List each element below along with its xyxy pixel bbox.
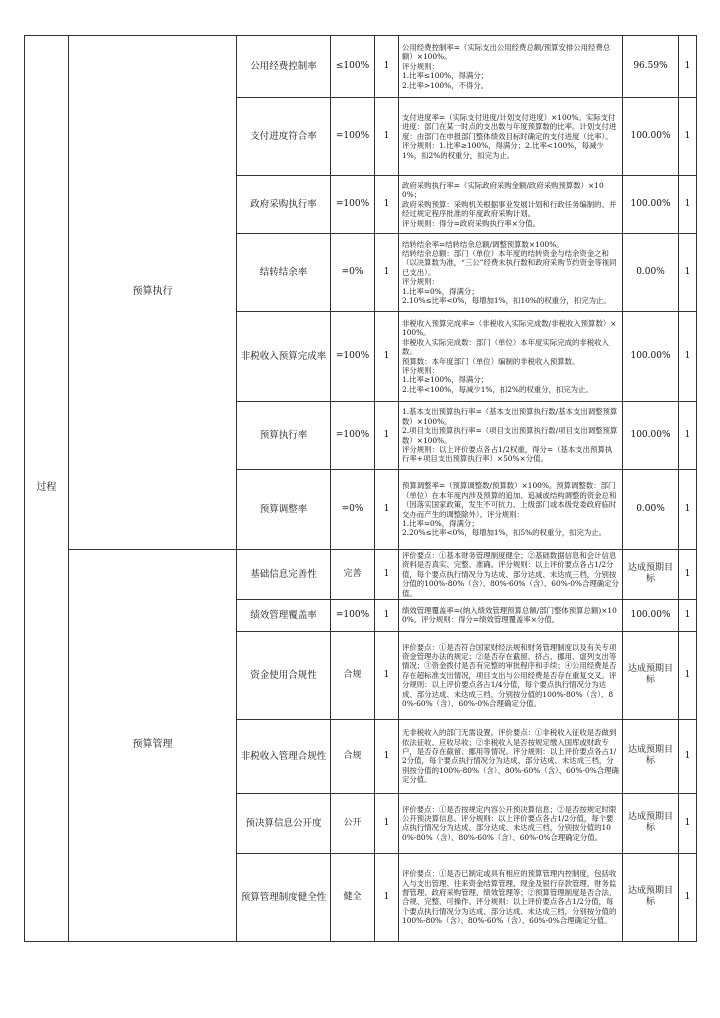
indicator-standard: =100% (331, 402, 375, 470)
indicator-name: 非税收入管理合规性 (237, 719, 331, 793)
criteria-line: 结转结余率=结转结余总额/调整预算数×100%。 (402, 239, 564, 249)
indicator-standard: 健全 (331, 853, 375, 941)
criteria-line: 2.项目支出预算执行率=（项目支出预算执行数/项目支出调整预算数）×100%。 (402, 426, 618, 445)
indicator-standard: =100% (331, 312, 375, 402)
criteria-line: 评价要点：①是否已制定或具有相应的预算管理内控制度，包括收入与支出管理、往来资金结算管理、现金及银行存款管理、财务监督管理、政府采购管理、绩效管理等；②预算管理制度是否合法、合规、完整、可操作。评分规则：以上评价要点各占1/2分值，每个要点执行情况分为达成、部分达成、未达成三档，分别按分值的100%-80%（含）、80%-60%（含）、60%-0%合理确定分值。 (402, 869, 617, 926)
indicator-actual: 0.00% (623, 470, 679, 550)
indicator-name: 结转结余率 (237, 234, 331, 312)
indicator-criteria (399, 36, 623, 98)
level1-cell: 过程 (25, 36, 69, 942)
criteria-line: 非税收入实际完成数：部门（单位）本年度实际完成的非税收入数。 (402, 337, 609, 357)
criteria-line: 2.20%≤比率<0%，每增加1%，扣5%的权重分，扣完为止。 (402, 528, 607, 538)
indicator-criteria (399, 470, 623, 550)
criteria-line: 评分规则：得分=政府采购执行率×分值。 (402, 218, 541, 228)
criteria-line: 1.比率=0%，得满分； (402, 518, 479, 528)
indicator-actual: 达成预期目标 (623, 631, 679, 719)
indicator-criteria (399, 719, 623, 793)
indicator-criteria (399, 631, 623, 719)
indicator-score: 1 (679, 599, 697, 631)
criteria-line: 绩效管理覆盖率=(纳入绩效管理预算总额/部门整体预算总额)×100%。评分规则：得分=绩效管理覆盖率×分值。 (402, 606, 617, 625)
indicator-criteria (399, 98, 623, 176)
indicator-criteria (399, 550, 623, 600)
indicator-standard: =100% (331, 98, 375, 176)
criteria-line: 评分规则： (402, 61, 439, 71)
table-row (25, 550, 697, 600)
indicator-score: 1 (679, 312, 697, 402)
indicator-score: 1 (679, 36, 697, 98)
indicator-weight: 1 (375, 36, 399, 98)
indicator-weight: 1 (375, 312, 399, 402)
indicator-weight: 1 (375, 599, 399, 631)
indicator-actual: 100.00% (623, 98, 679, 176)
indicator-standard: 合规 (331, 631, 375, 719)
group-name-cell: 预算执行 (69, 36, 237, 550)
criteria-line: 1.比率≥100%，得满分； (402, 375, 489, 385)
indicator-score: 1 (679, 402, 697, 470)
indicator-criteria (399, 599, 623, 631)
indicator-actual: 达成预期目标 (623, 550, 679, 600)
indicator-actual: 达成预期目标 (623, 793, 679, 853)
criteria-line: 2.比率>100%，不得分。 (402, 80, 489, 90)
table-row (25, 36, 697, 98)
indicator-weight: 1 (375, 719, 399, 793)
indicator-name: 绩效管理覆盖率 (237, 599, 331, 631)
criteria-line: 评分规则：以上评价要点各占1/2权重，得分=（基本支出预算执行率+项目支出预算执行率）×50%×分值。 (402, 444, 613, 464)
evaluation-table (24, 35, 697, 942)
indicator-criteria (399, 402, 623, 470)
indicator-name: 公用经费控制率 (237, 36, 331, 98)
indicator-criteria (399, 793, 623, 853)
criteria-line: 支付进度率=（实际支付进度/计划支付进度）×100%。实际支付进度：部门在某一时点的支出数与年度预算数的比率。计划支付进度：由部门在申报部门整体绩效目标时确定的支付进度（比率）。评分规则：1.比率≥100%，得满分；2.比率<100%，每减少1%，扣2%的权重分，扣完为止。 (402, 113, 617, 160)
indicator-standard: =100% (331, 599, 375, 631)
criteria-line: 结转结余总额：部门（单位）本年度的结转资金与结余资金之和（以决算数为准，“三公”经费未执行数和政府采购节约资金等视同已支出）。 (402, 249, 617, 277)
indicator-standard: 合规 (331, 719, 375, 793)
indicator-actual: 达成预期目标 (623, 719, 679, 793)
indicator-weight: 1 (375, 98, 399, 176)
indicator-weight: 1 (375, 853, 399, 941)
indicator-standard: ≤100% (331, 36, 375, 98)
indicator-name: 预算执行率 (237, 402, 331, 470)
indicator-name: 非税收入预算完成率 (237, 312, 331, 402)
indicator-standard: 完善 (331, 550, 375, 600)
indicator-name: 基础信息完善性 (237, 550, 331, 600)
indicator-actual: 96.59% (623, 36, 679, 98)
indicator-standard: =0% (331, 234, 375, 312)
indicator-score: 1 (679, 793, 697, 853)
criteria-line: 评分规则： (402, 365, 439, 375)
indicator-actual: 0.00% (623, 234, 679, 312)
indicator-score: 1 (679, 470, 697, 550)
indicator-name: 预算管理制度健全性 (237, 853, 331, 941)
criteria-line: 政府采购执行率=（实际政府采购金额/政府采购预算数）×100%； (402, 181, 604, 200)
indicator-name: 预决算信息公开度 (237, 793, 331, 853)
indicator-score: 1 (679, 176, 697, 234)
criteria-line: 1.比率=0%，得满分； (402, 286, 479, 296)
indicator-actual: 100.00% (623, 312, 679, 402)
indicator-actual: 达成预期目标 (623, 853, 679, 941)
indicator-score: 1 (679, 550, 697, 600)
indicator-weight: 1 (375, 631, 399, 719)
criteria-line: 评价要点：①是否符合国家财经法规和财务管理制度以及有关专项资金管理办法的规定；②是否存在截留、挤占、挪用、虚列支出等情况；③资金拨付是否有完整的审批程序和手续；④公用经费是否存在超标准支出情况，项目支出与公用经费是否存在重复交叉。评分规则：以上评价要点各占1/4分值，每个要点执行情况分为达成、部分达成、未达成三档，分别按分值的100%-80%（含）、80%-60%（含）、60%-0%合理确定分值。 (402, 642, 617, 708)
criteria-line: 2.10%≤比率<0%，每增加1%，扣10%的权重分，扣完为止。 (402, 295, 611, 305)
criteria-line: 非税收入预算完成率=（非税收入实际完成数/非税收入预算数）×100%。 (402, 318, 617, 338)
indicator-name: 支付进度符合率 (237, 98, 331, 176)
indicator-weight: 1 (375, 793, 399, 853)
indicator-actual: 100.00% (623, 176, 679, 234)
indicator-weight: 1 (375, 470, 399, 550)
indicator-criteria (399, 234, 623, 312)
indicator-name: 政府采购执行率 (237, 176, 331, 234)
criteria-line: 无非税收入的部门无需设置。评价要点：①非税收入征收是否做到依法征收、应收尽收；②非税收入是否按规定缴入国库或财政专户，是否存在截留、挪用等情况。评分规则：以上评价要点各占1/2分值，每个要点执行情况分为达成、部分达成、未达成三档，分别按分值的100%-80%（含）、80%-60%（含）、60%-0%合理确定分值。 (402, 728, 619, 785)
indicator-actual: 100.00% (623, 599, 679, 631)
criteria-line: 预算数：本年度部门（单位）编制的非税收入预算数。 (402, 356, 580, 366)
indicator-weight: 1 (375, 402, 399, 470)
indicator-score: 1 (679, 98, 697, 176)
indicator-score: 1 (679, 631, 697, 719)
indicator-name: 资金使用合规性 (237, 631, 331, 719)
criteria-line: 评分规则： (402, 277, 439, 287)
criteria-line: 政府采购预算：采购机关根据事业发展计划和行政任务编制的、并经过规定程序批准的年度政府采购计划。 (402, 199, 617, 219)
indicator-actual: 100.00% (623, 402, 679, 470)
indicator-standard: 公开 (331, 793, 375, 853)
group-name-cell: 预算管理 (69, 550, 237, 942)
criteria-line: 公用经费控制率=（实际支出公用经费总额/预算安排公用经费总额）×100%。 (402, 43, 611, 62)
indicator-standard: =100% (331, 176, 375, 234)
criteria-line: 评价要点：①是否按规定内容公开预决算信息；②是否按规定时限公开预决算信息。评分规则：以上评价要点各占1/2分值，每个要点执行情况分为达成、部分达成、未达成三档，分别按分值的100%-80%（含）、80%-60%（含）、60%-0%合理确定分值。 (402, 804, 617, 842)
indicator-criteria (399, 312, 623, 402)
indicator-standard: =0% (331, 470, 375, 550)
indicator-score: 1 (679, 234, 697, 312)
indicator-weight: 1 (375, 234, 399, 312)
indicator-weight: 1 (375, 550, 399, 600)
criteria-line: 评价要点：①基本财务管理制度健全；②基础数据信息和会计信息资料是否真实、完整、准确。评分规则：以上评价要点各占1/2分值，每个要点执行情况分为达成、部分达成、未达成三档，分别按分值的100%-80%（含）、80%-60%（含）、60%-0%合理确定分值。 (402, 551, 619, 598)
indicator-score: 1 (679, 719, 697, 793)
indicator-criteria (399, 176, 623, 234)
indicator-weight: 1 (375, 176, 399, 234)
criteria-line: 2.比率<100%，每减少1%，扣2%的权重分，扣完为止。 (402, 384, 593, 394)
indicator-name: 预算调整率 (237, 470, 331, 550)
indicator-score: 1 (679, 853, 697, 941)
indicator-criteria (399, 853, 623, 941)
criteria-line: 预算调整率=（预算调整数/预算数）×100%。预算调整数：部门（单位）在本年度内涉及预算的追加、追减或结构调整的资金总和（因落实国家政策，发生不可抗力、上级部门或本级党委政府临时交办而产生的调整除外）。评分规则： (402, 481, 617, 519)
criteria-line: 1.基本支出预算执行率=（基本支出预算执行数/基本支出调整预算数）×100%。 (402, 407, 618, 426)
criteria-line: 1.比率≤100%，得满分； (402, 71, 489, 81)
